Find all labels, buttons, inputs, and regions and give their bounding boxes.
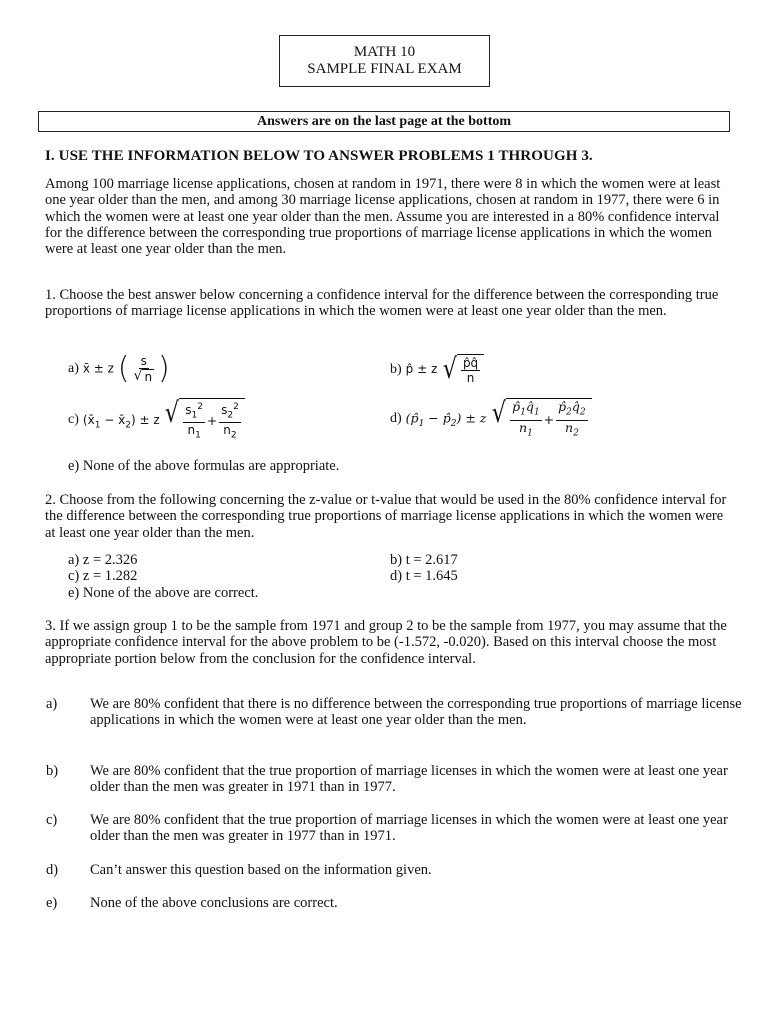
formula-d: ($p̂_1$ − $p̂_2) \pm z$ √ $\frac{p̂_1q̂_1}{n_1}$ + $\frac{p̂_2q̂_2}{n_2}$ [406,398,592,440]
q1-option-d [390,398,592,440]
question-1-text: 1. Choose the best answer below concerning a confidence interval for the difference between the corresponding true proportions of marriage license applications in which the women were at least one year older than the men. [45,287,719,320]
exam-title: SAMPLE FINAL EXAM [307,61,462,77]
q3-option-a-text: We are 80% confident that there is no difference between the corresponding true proportions of marriage license applications in which the women were at least one year older than the men. [90,696,742,729]
q1-option-e: e) None of the above formulas are appropriate. [68,458,340,474]
q1-option-b-label: b) [390,361,402,377]
q1-option-a [68,351,170,386]
formula-c: ($x̄_1$ − $x̄_2) \pm z$ √ $\frac{s_1^2}{n_1}$ + $\frac{s_2^2}{n_2}$ [83,398,245,443]
q1-option-a-label: a) [68,361,79,376]
question-2-text: 2. Choose from the following concerning the z-value or t-value that would be used in the 80% confidence interval for the difference between the corresponding true proportions of marriage license applications in which the women were at least one year older than the men. [45,492,727,541]
section-heading: I. USE THE INFORMATION BELOW TO ANSWER PROBLEMS 1 THROUGH 3. [45,148,593,164]
q3-option-e [46,895,750,911]
section-intro: Among 100 marriage license applications, chosen at random in 1971, there were 8 in which the women were at least one year older than the men, and among 30 marriage license applications, chosen at random in 1977, there were 6 in which the women were at least one year older than the men. Assume you are interested in a 80% confidence interval for the difference between the corresponding true proportions of marriage license applications in which the women were at least one year older than the men. [45,176,721,258]
question-3-text: 3. If we assign group 1 to be the sample from 1971 and group 2 to be the sample from 1977, you may assume that the appropriate confidence interval for the above problem to be (-1.572, -0.020). Based on this interval choose the most appropriate portion below from the conclusion for the confidence interval. [45,618,727,667]
course-title: MATH 10 [353,44,416,60]
q3-option-a [46,696,750,729]
q3-option-b [46,763,750,796]
q3-option-c [46,812,750,845]
q1-option-c-label: c) [68,412,79,428]
exam-title-box [279,35,490,87]
q3-option-c-text: We are 80% confident that the true proportion of marriage licenses in which the women were at least one year older than the men was greater in 1977 than in 1971. [90,812,728,845]
q2-option-e: e) None of the above are correct. [68,585,259,601]
q1-option-b [390,354,484,385]
q1-option-d-label: d) [390,411,402,426]
formula-b: p̂ ± z √ $\frac{p̂q̂}{n}$ [406,354,485,385]
q3-option-d-text: Can’t answer this question based on the information given. [90,862,432,878]
q1-option-c [68,398,245,443]
q2-option-c: c) z = 1.282 [68,568,138,584]
answers-note: Answers are on the last page at the bottom [38,111,730,132]
q3-option-e-text: None of the above conclusions are correct. [90,895,338,911]
q3-option-b-text: We are 80% confident that the true proportion of marriage licenses in which the women were at least one year older than the men was greater in 1971 than in 1977. [90,763,728,796]
q3-option-d-label: d) [46,862,59,878]
q2-option-d: d) t = 1.645 [390,568,458,584]
q3-option-c-label: c) [46,812,58,828]
q2-option-b: b) t = 2.617 [390,552,458,568]
q3-option-e-label: e) [46,895,58,911]
formula-a: x̄ ± z ( s √ n ) [82,351,170,386]
q3-option-d [46,862,750,878]
q3-option-a-label: a) [46,696,58,712]
q2-option-a: a) z = 2.326 [68,552,138,568]
q3-option-b-label: b) [46,763,59,779]
